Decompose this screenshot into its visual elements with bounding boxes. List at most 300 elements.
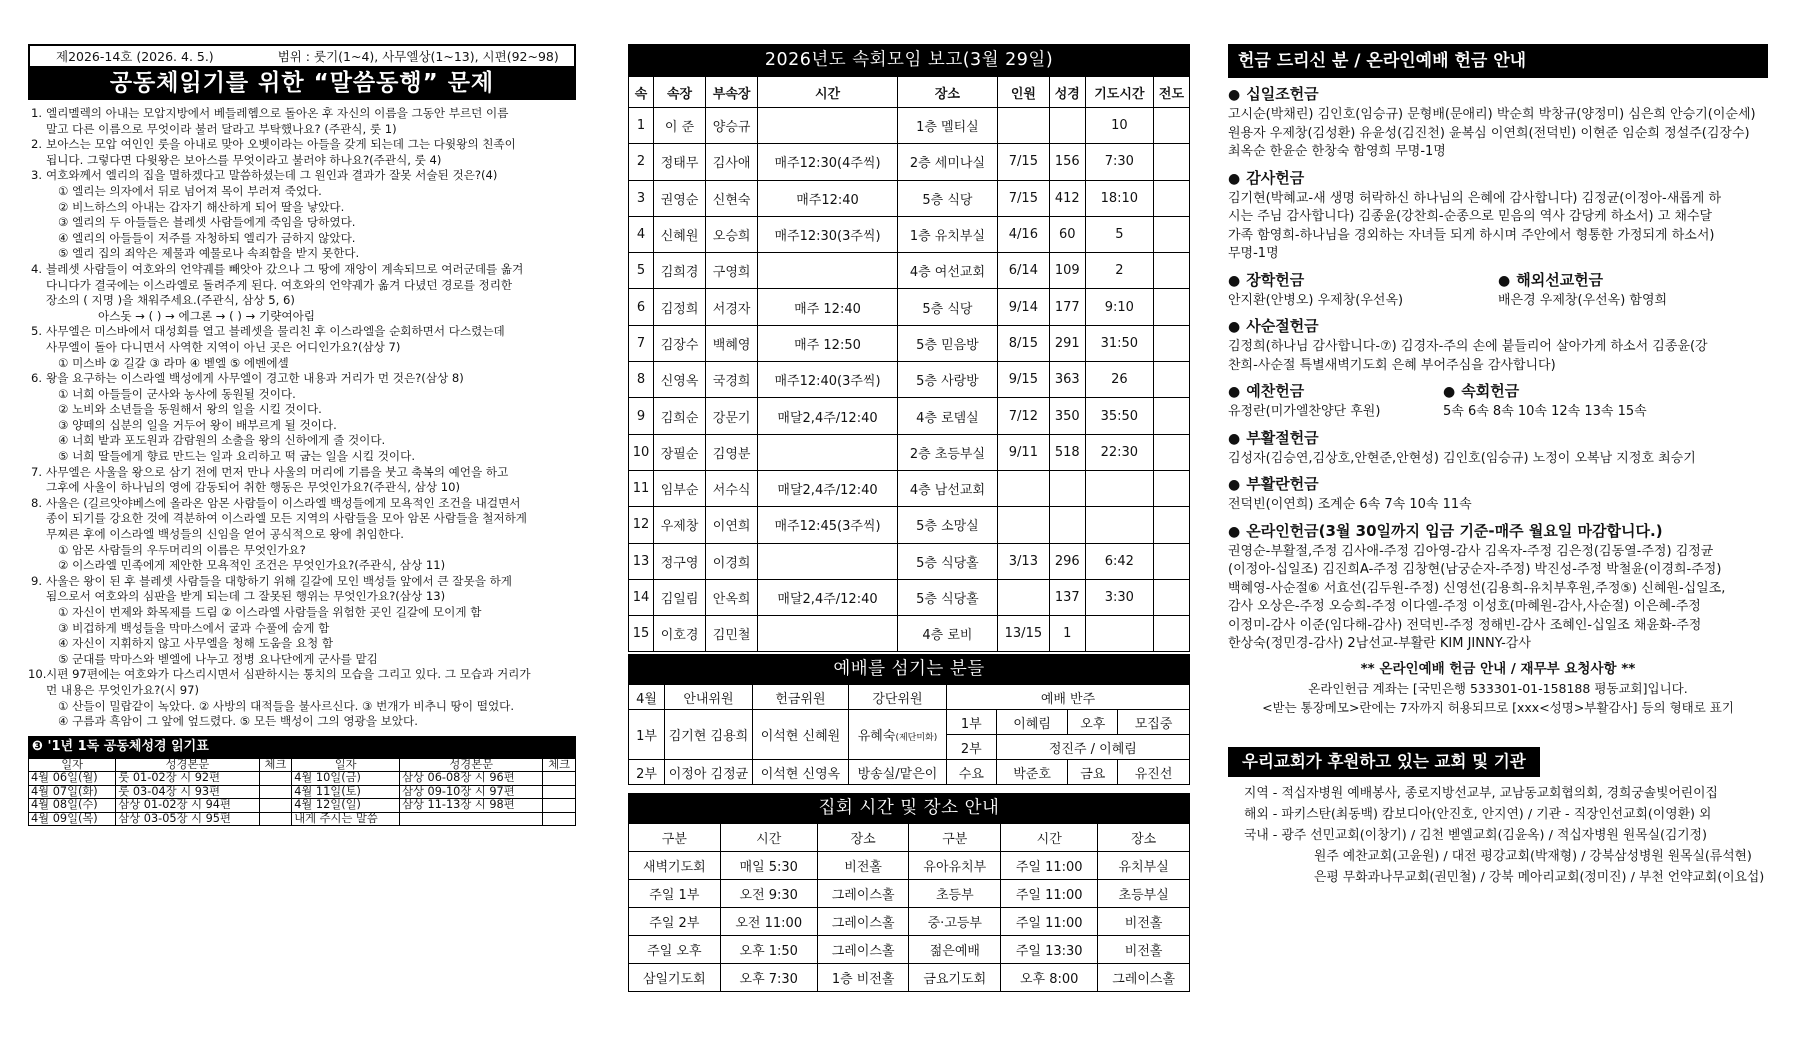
report-cell: 5층 소망실 [897, 507, 997, 543]
section-title-text: 속회헌금 [1461, 382, 1520, 400]
quiz-title: 공동체읽기를 위한 “말씀동행” 문제 [28, 66, 576, 100]
question-option: ① 미스바 ② 길갈 ③ 라마 ④ 벧엘 ⑤ 에벤에셀 [58, 355, 289, 370]
schedule-cell [543, 799, 576, 813]
report-cell: 김영분 [706, 434, 758, 470]
offering-section [1228, 428, 1768, 469]
question-number [28, 340, 46, 356]
section-line: 찬희-사순절 특별새벽기도회 은혜 부어주심을 감사합니다) [1228, 357, 1556, 373]
quiz-column [28, 44, 576, 826]
section-title [1228, 474, 1768, 496]
report-cell: 장필순 [654, 434, 706, 470]
report-cell: 5층 식당홀 [897, 579, 997, 615]
question-text: 말고 다른 이름으로 무엇이라 불러 달라고 부탁했나요? (주관식, 룻 1) [46, 121, 397, 136]
notice-account: 온라인헌금 계좌는 [국민은행 533301-01-158188 평동교회]입니다. [1308, 680, 1688, 696]
report-cell: 109 [1049, 253, 1085, 289]
report-cell [1153, 362, 1189, 398]
report-row [629, 253, 1190, 289]
reading-range: 범위 : 룻기(1~4), 사무엘상(1~13), 시편(92~98) [277, 49, 559, 64]
question-text: 여호와께서 엘리의 집을 멸하겠다고 말씀하셨는데 그 원인과 결과가 잘못 서술된 것은?(4) [46, 168, 498, 183]
issue-number: 제2026-14호 (2026. 4. 5.) [56, 49, 214, 64]
meeting-cell: 오전 11:00 [720, 908, 817, 936]
question-option: ③ 양떼의 십분의 일을 거두어 왕이 배부르게 될 것이다. [58, 417, 337, 432]
service-1-label: 1부 [629, 710, 665, 760]
schedule-cell [259, 772, 292, 786]
schedule-cell: 4월 12일(일) [292, 799, 400, 813]
section-title: ● 해외선교헌금 [1498, 270, 1604, 289]
question-option: ① 산들이 밀랍같이 녹았다. ② 사방의 대적들을 불사르신다. ③ 번개가 비추니 땅이 떨었다. [58, 698, 515, 713]
report-cell: 4 [629, 216, 654, 252]
report-cell: 김일림 [654, 579, 706, 615]
question-line [28, 589, 576, 605]
section-title: ● 장학헌금 [1228, 270, 1305, 289]
question-option: ④ 구름과 흑암이 그 앞에 엎드렸다. ⑤ 모든 백성이 그의 영광을 보았다. [58, 714, 418, 729]
schedule-cell: 4월 11일(토) [292, 785, 400, 799]
question-option: ④ 자신이 지휘하지 않고 사무엘을 청해 도움을 요청 함 [58, 636, 334, 651]
report-cell: 6 [629, 289, 654, 325]
question-number [28, 278, 46, 294]
schedule-cell: 삼상 09-10장 시 97편 [400, 785, 543, 799]
report-cell: 이연희 [706, 507, 758, 543]
report-cell: 김희경 [654, 253, 706, 289]
report-cell: 우제창 [654, 507, 706, 543]
offering-service-1: 이석현 신혜원 [753, 710, 849, 760]
pulpit-service-2: 방송실/맡은이 [849, 760, 947, 785]
report-cell [1153, 144, 1189, 180]
question-line [28, 574, 576, 590]
question-option: ⑤ 군대를 막마스와 벧엘에 나누고 정병 요나단에게 군사를 맡김 [58, 651, 378, 666]
report-header: 속 [629, 77, 654, 108]
report-cell: 518 [1049, 434, 1085, 470]
report-cell: 국경희 [706, 362, 758, 398]
question-option: ② 노비와 소년들을 동원해서 왕의 일을 시킬 것이다. [58, 402, 322, 417]
question-line [28, 667, 576, 683]
question-number [28, 153, 46, 169]
question-text: 그후에 사울이 하나님의 영에 감동되어 취한 행동은 무엇인가요?(주관식, 삼상 10) [46, 480, 460, 495]
report-cell: 백혜영 [706, 325, 758, 361]
report-cell [1153, 325, 1189, 361]
question-option: ③ 엘리의 두 아들들은 블레셋 사람들에게 죽임을 당하였다. [58, 215, 356, 230]
meeting-cell: 유치부실 [1098, 852, 1190, 880]
report-cell [1153, 507, 1189, 543]
report-header: 전도 [1153, 77, 1189, 108]
offering-header: 헌금 드리신 분 / 온라인예배 헌금 안내 [1228, 44, 1768, 78]
question-option: ⑤ 너희 딸들에게 향료 만드는 일과 요리하고 떡 굽는 일을 시킬 것이다. [58, 449, 416, 464]
question-number: 4. [30, 261, 42, 276]
meeting-title: 집회 시간 및 장소 안내 [628, 793, 1190, 823]
question-text: 시편 97편에는 여호와가 다스리시면서 심판하시는 통치의 모습을 그리고 있다. 그 모습과 거리가 [46, 667, 531, 682]
rot-label: 1부 [947, 710, 997, 735]
report-cell: 363 [1049, 362, 1085, 398]
schedule-cell: 4월 09일(목) [29, 812, 116, 826]
report-cell: 291 [1049, 325, 1085, 361]
schedule-cell [543, 812, 576, 826]
section-line: 원용자 우제창(김성환) 유윤성(김진천) 윤복심 이연희(전덕빈) 이현준 임순희 정설주(김장수) [1228, 125, 1750, 141]
rot-label: 금요 [1068, 760, 1118, 785]
report-cell: 이호경 [654, 616, 706, 652]
meeting-cell: 삼일기도회 [629, 964, 721, 992]
question-text: 사울은 왕이 된 후 블레셋 사람들을 대항하기 위해 길갈에 모인 백성들 앞에서 큰 잘못을 하게 [46, 573, 512, 588]
question-number: 10. [28, 667, 47, 682]
section-title [1228, 84, 1768, 106]
question-number: 5. [30, 324, 42, 339]
reading-schedule-table [28, 758, 576, 827]
question-text: 됨으로서 여호와의 심판을 받게 되는데 그 잘못된 행위는 무엇인가요?(삼상 13) [46, 589, 446, 604]
section-title-text: 감사헌금 [1246, 168, 1305, 187]
meeting-cell: 주일 11:00 [1001, 908, 1098, 936]
report-header: 속장 [654, 77, 706, 108]
report-cell: 매주12:40(3주씩) [758, 362, 898, 398]
month-cell: 4월 [629, 685, 665, 710]
offering-section [1228, 474, 1768, 515]
report-row [629, 616, 1190, 652]
report-cell: 9/15 [997, 362, 1049, 398]
meeting-header: 장소 [817, 824, 909, 852]
report-cell: 7/12 [997, 398, 1049, 434]
report-title: 2026년도 속회모임 보고(3월 29일) [628, 44, 1190, 76]
report-cell [758, 253, 898, 289]
rot-name: 유진선 [1118, 760, 1190, 785]
report-cell: 2 [1085, 253, 1153, 289]
schedule-cell [543, 785, 576, 799]
worship-servants-table [628, 684, 1190, 785]
meeting-cell: 오후 8:00 [1001, 964, 1098, 992]
report-cell [1153, 253, 1189, 289]
report-cell [758, 434, 898, 470]
accompanist-header: 예배 반주 [947, 685, 1190, 710]
scholarship-mission-row [1228, 270, 1768, 311]
meeting-header: 시간 [720, 824, 817, 852]
support-line: 원주 예찬교회(고윤원) / 대전 평강교회(박재형) / 강북삼성병원 원목실(류석현) [1314, 848, 1752, 864]
section-title-text: 해외선교헌금 [1516, 270, 1604, 289]
schedule-row [29, 812, 576, 826]
offering-section [1228, 316, 1768, 375]
offering-sections-2 [1228, 316, 1768, 375]
schedule-cell: 룻 03-04장 시 93편 [116, 785, 259, 799]
meeting-cell: 초등부실 [1098, 880, 1190, 908]
report-cell [997, 470, 1049, 506]
report-cell [997, 108, 1049, 144]
question-option: ① 엘리는 의자에서 뒤로 넘어져 목이 부러져 죽었다. [58, 183, 322, 198]
schedule-cell [543, 772, 576, 786]
section-title-text: 십일조헌금 [1246, 85, 1319, 103]
report-cell: 신혜원 [654, 216, 706, 252]
section-title [1228, 168, 1768, 190]
meeting-cell: 그레이스홀 [1098, 964, 1190, 992]
meeting-cell: 유아유치부 [909, 852, 1001, 880]
question-text: 사무엘은 사울을 왕으로 삼기 전에 먼저 만나 사울의 머리에 기름을 붓고 축복의 예언을 하고 [46, 464, 509, 479]
report-cell [1153, 470, 1189, 506]
question-option: ③ 비겁하게 백성들을 막마스에서 굴과 수풀에 숨게 함 [58, 620, 330, 635]
meeting-cell: 그레이스홀 [817, 908, 909, 936]
report-cell: 권영순 [654, 180, 706, 216]
report-cell: 137 [1049, 579, 1085, 615]
report-header: 부속장 [706, 77, 758, 108]
report-cell: 5층 식당홀 [897, 543, 997, 579]
question-number: 1. [30, 106, 42, 120]
schedule-cell: 4월 07일(화) [29, 785, 116, 799]
report-cell: 양승규 [706, 108, 758, 144]
report-cell: 4층 로비 [897, 616, 997, 652]
report-cell: 8/15 [997, 325, 1049, 361]
report-cell [1153, 216, 1189, 252]
schedule-cell: 룻 01-02장 시 92편 [116, 772, 259, 786]
report-cell: 매주12:40 [758, 180, 898, 216]
report-cell: 7:30 [1085, 144, 1153, 180]
meeting-cell: 비전홀 [1098, 936, 1190, 964]
question-number [28, 293, 46, 309]
schedule-header: 일자 [29, 758, 116, 772]
report-cell: 5층 사랑방 [897, 362, 997, 398]
question-number: 2. [30, 137, 42, 152]
question-number [28, 527, 46, 543]
report-cell: 31:50 [1085, 325, 1153, 361]
meeting-cell: 주일 2부 [629, 908, 721, 936]
pulpit-name: 유혜숙 [857, 729, 896, 745]
schedule-row [29, 772, 576, 786]
section-line: (이정아-십일조) 김진희A-주정 김창현(남궁순자-주정) 박진성-주정 박철윤(이경희-주정) [1228, 562, 1722, 577]
offering-section [1228, 521, 1768, 654]
question-number [28, 511, 46, 527]
question-text: 보아스는 모압 여인인 룻을 아내로 맞아 오벳이라는 아들을 갖게 되는데 그는 다윗왕의 친족이 [46, 137, 516, 152]
question-line [28, 324, 576, 340]
support-list [1228, 783, 1768, 888]
cell-meeting-report-table [628, 76, 1190, 652]
report-row [629, 579, 1190, 615]
schedule-cell [259, 785, 292, 799]
question-line [28, 168, 576, 184]
report-cell: 412 [1049, 180, 1085, 216]
section-title-text: 장학헌금 [1246, 270, 1305, 289]
section-line: 권영순-부활절,주정 김사애-주정 김아영-감사 김옥자-주정 김은정(김동열-주정) 김정균 [1228, 543, 1714, 559]
report-cell [758, 543, 898, 579]
meeting-row [629, 852, 1190, 880]
report-cell: 김정희 [654, 289, 706, 325]
bullet-icon: ● [1228, 523, 1241, 540]
report-cell: 4/16 [997, 216, 1049, 252]
question-number: 6. [30, 371, 42, 386]
meeting-cell: 중·고등부 [909, 908, 1001, 936]
question-line [28, 496, 576, 512]
meeting-cell: 주일 13:30 [1001, 936, 1098, 964]
question-line [28, 371, 576, 387]
question-option: ⑤ 엘리 집의 죄악은 제물과 예물로나 속죄함을 받지 못한다. [58, 246, 360, 261]
section-title [1228, 521, 1768, 543]
report-cell: 이 준 [654, 108, 706, 144]
report-header: 기도시간 [1085, 77, 1153, 108]
report-row [629, 507, 1190, 543]
report-header: 시간 [758, 77, 898, 108]
pulpit-service-1 [849, 710, 947, 760]
guide-header: 안내위원 [665, 685, 753, 710]
guide-service-1: 김기현 김용희 [665, 710, 753, 760]
report-cell: 18:10 [1085, 180, 1153, 216]
report-cell: 350 [1049, 398, 1085, 434]
question-number: 8. [30, 495, 42, 510]
question-number: 3. [30, 168, 42, 183]
question-line [28, 106, 576, 122]
question-text: 됩니다. 그렇다면 다윗왕은 보아스를 무엇이라고 불러야 하나요?(주관식, 룻 4) [46, 152, 442, 167]
section-line: 김기현(박혜교-새 생명 허락하신 하나님의 은혜에 감사합니다) 김정균(이정아-새롭게 하 [1228, 190, 1722, 206]
report-cell: 9 [629, 398, 654, 434]
question-option: ① 너희 아들들이 군사와 농사에 동원될 것이다. [58, 386, 296, 401]
report-cell [1085, 507, 1153, 543]
report-cell: 5 [1085, 216, 1153, 252]
report-cell: 13 [629, 543, 654, 579]
report-cell: 15 [629, 616, 654, 652]
report-cell [1153, 579, 1189, 615]
meeting-cell: 그레이스홀 [817, 880, 909, 908]
report-cell [1049, 507, 1085, 543]
report-cell: 오승희 [706, 216, 758, 252]
question-number: 9. [30, 573, 42, 588]
schedule-header: 일자 [292, 758, 400, 772]
question-text: 사무엘은 미스바에서 대성회를 열고 블레셋을 물리친 후 이스라엘을 순회하면서 다스렸는데 [46, 324, 505, 339]
report-cell: 매달2,4주/12:40 [758, 398, 898, 434]
section-title: ● 예찬헌금 [1228, 382, 1305, 400]
issue-info [28, 44, 576, 66]
report-cell: 7/15 [997, 144, 1049, 180]
meeting-row [629, 908, 1190, 936]
meeting-row [629, 964, 1190, 992]
report-cell [1153, 434, 1189, 470]
question-text: 왕을 요구하는 이스라엘 백성에게 사무엘이 경고한 내용과 거리가 먼 것은?(삼상 8) [46, 371, 464, 386]
report-row [629, 144, 1190, 180]
report-header: 인원 [997, 77, 1049, 108]
question-number [28, 589, 46, 605]
report-cell: 9:10 [1085, 289, 1153, 325]
meeting-cell: 새벽기도회 [629, 852, 721, 880]
report-cell: 5층 믿음방 [897, 325, 997, 361]
report-cell: 1 [629, 108, 654, 144]
section-title [1228, 428, 1768, 450]
rot-name: 정진주 / 이혜림 [996, 735, 1189, 760]
report-cell [1153, 289, 1189, 325]
schedule-title: ❸ '1년 1독 공동체성경 읽기표 [28, 736, 576, 758]
service-2-label: 2부 [629, 760, 665, 785]
report-cell: 6:42 [1085, 543, 1153, 579]
question-blank-route: 아스돗 → ( ) → 에그론 → ( ) → 기럇여아림 [98, 308, 315, 323]
report-cell [997, 507, 1049, 543]
schedule-cell [400, 812, 543, 826]
section-line: 고시순(박채린) 김인호(임승규) 문형배(문애리) 박순희 박창규(양정미) 심은희 안승기(이순세) [1228, 107, 1756, 122]
notice-title: ** 온라인예배 헌금 안내 / 재무부 요청사항 ** [1360, 660, 1636, 677]
support-line: 해외 - 파키스탄(최동백) 캄보디아(안진호, 안지연) / 기관 - 직장인선교회(이영환) 외 [1244, 806, 1712, 822]
question-option: ④ 너희 밭과 포도원과 감람원의 소출을 왕의 신하에게 줄 것이다. [58, 433, 386, 448]
question-line [28, 465, 576, 481]
question-option: ② 이스라엘 민족에게 제안한 모욕적인 조건은 무엇인가요?(주관식, 삼상 11) [58, 558, 446, 573]
report-cell: 13/15 [997, 616, 1049, 652]
report-row [629, 216, 1190, 252]
question-option: ① 암몬 사람들의 우두머리의 이름은 무엇인가요? [58, 542, 306, 557]
schedule-cell: 4월 10일(금) [292, 772, 400, 786]
question-line [28, 293, 576, 309]
section-title: ● 속회헌금 [1443, 382, 1520, 400]
section-title-text: 부활절헌금 [1246, 428, 1319, 447]
report-cell: 1 [1049, 616, 1085, 652]
pulpit-note: (제단미화) [895, 733, 938, 744]
middle-column [628, 44, 1190, 992]
report-cell [1085, 470, 1153, 506]
question-text: 사무엘이 돌아 다니면서 사역한 지역이 아닌 곳은 어디인가요?(삼상 7) [46, 339, 401, 354]
report-cell [1085, 616, 1153, 652]
schedule-row [29, 799, 576, 813]
report-cell: 김민철 [706, 616, 758, 652]
report-cell: 서경자 [706, 289, 758, 325]
section-title [1228, 316, 1768, 338]
schedule-cell: 삼상 11-13장 시 98편 [400, 799, 543, 813]
report-cell: 5층 식당 [897, 289, 997, 325]
section-line: 김성자(김승연,김상호,안현준,안현성) 김인호(임승규) 노정이 오복남 지정호 최승기 [1228, 450, 1696, 466]
report-cell: 구영희 [706, 253, 758, 289]
report-cell: 35:50 [1085, 398, 1153, 434]
report-cell: 이경희 [706, 543, 758, 579]
section-line: 이정미-감사 이준(임다해-감사) 전덕빈-주정 정해빈-감사 조혜인-십일조 채윤화-주정 [1228, 617, 1702, 633]
meeting-header: 구분 [909, 824, 1001, 852]
schedule-cell: 삼상 03-05장 시 95편 [116, 812, 259, 826]
section-line: 배은경 우제창(우선옥) 함영희 [1498, 292, 1668, 308]
report-cell [758, 108, 898, 144]
report-row [629, 325, 1190, 361]
question-line [28, 262, 576, 278]
report-cell: 4층 여선교회 [897, 253, 997, 289]
report-cell: 2층 세미나실 [897, 144, 997, 180]
question-option: ② 비느하스의 아내는 갑자기 해산하게 되어 딸을 낳았다. [58, 199, 345, 214]
report-row [629, 398, 1190, 434]
report-cell [1153, 180, 1189, 216]
meeting-cell: 매일 5:30 [720, 852, 817, 880]
report-cell: 매달2,4주/12:40 [758, 579, 898, 615]
meeting-cell: 오후 1:50 [720, 936, 817, 964]
offering-section [1228, 84, 1768, 162]
meeting-header: 시간 [1001, 824, 1098, 852]
report-cell [1153, 398, 1189, 434]
report-cell [758, 616, 898, 652]
schedule-row [29, 785, 576, 799]
report-cell: 6/14 [997, 253, 1049, 289]
report-cell: 1층 멜티실 [897, 108, 997, 144]
question-text: 블레셋 사람들이 여호와의 언약궤를 빼앗아 갔으나 그 땅에 재앙이 계속되므로 여러군데를 옮겨 [46, 261, 524, 276]
meeting-cell: 금요기도회 [909, 964, 1001, 992]
report-row [629, 108, 1190, 144]
report-row [629, 543, 1190, 579]
bullet-icon: ● [1228, 477, 1241, 493]
section-line: 전덕빈(이연희) 조계순 6속 7속 10속 11속 [1228, 497, 1472, 512]
report-cell: 서수식 [706, 470, 758, 506]
notice-memo: <받는 통장메모>란에는 7자까지 허용되므로 [xxx<성명>부활감사] 등의 형태로 표기 [1262, 699, 1734, 715]
report-cell: 12 [629, 507, 654, 543]
meeting-header: 장소 [1098, 824, 1190, 852]
meeting-cell: 그레이스홀 [817, 936, 909, 964]
report-row [629, 289, 1190, 325]
question-number: 7. [30, 464, 42, 479]
question-text: 사울은 (길르앗야베스에 올라온 암몬 사람들이 이스라엘 백성들에게 모욕적인 조건을 내걸면서 [46, 495, 521, 510]
report-cell: 신현숙 [706, 180, 758, 216]
report-cell: 10 [1085, 108, 1153, 144]
report-cell: 3/13 [997, 543, 1049, 579]
question-text: 장소의 ( 지명 )을 채워주세요.(주관식, 삼상 5, 6) [46, 293, 295, 308]
meeting-header: 구분 [629, 824, 721, 852]
support-line: 국내 - 광주 선민교회(이창기) / 김천 벧엘교회(김윤옥) / 적십자병원 원목실(김기정) [1244, 827, 1708, 843]
report-cell: 60 [1049, 216, 1085, 252]
report-cell: 매주12:30(4주씩) [758, 144, 898, 180]
question-number [28, 683, 46, 699]
offering-service-2: 이석현 신영옥 [753, 760, 849, 785]
schedule-cell: 4월 08일(수) [29, 799, 116, 813]
section-line: 안지환(안병오) 우제창(우선옥) [1228, 292, 1404, 308]
section-title-text: 예찬헌금 [1246, 382, 1305, 400]
question-text: 종이 되기를 강요한 것에 격분하여 이스라엘 모든 지역의 사람들을 모아 암몬 사람들을 철저하게 [46, 511, 528, 526]
offering-column [1228, 44, 1768, 888]
